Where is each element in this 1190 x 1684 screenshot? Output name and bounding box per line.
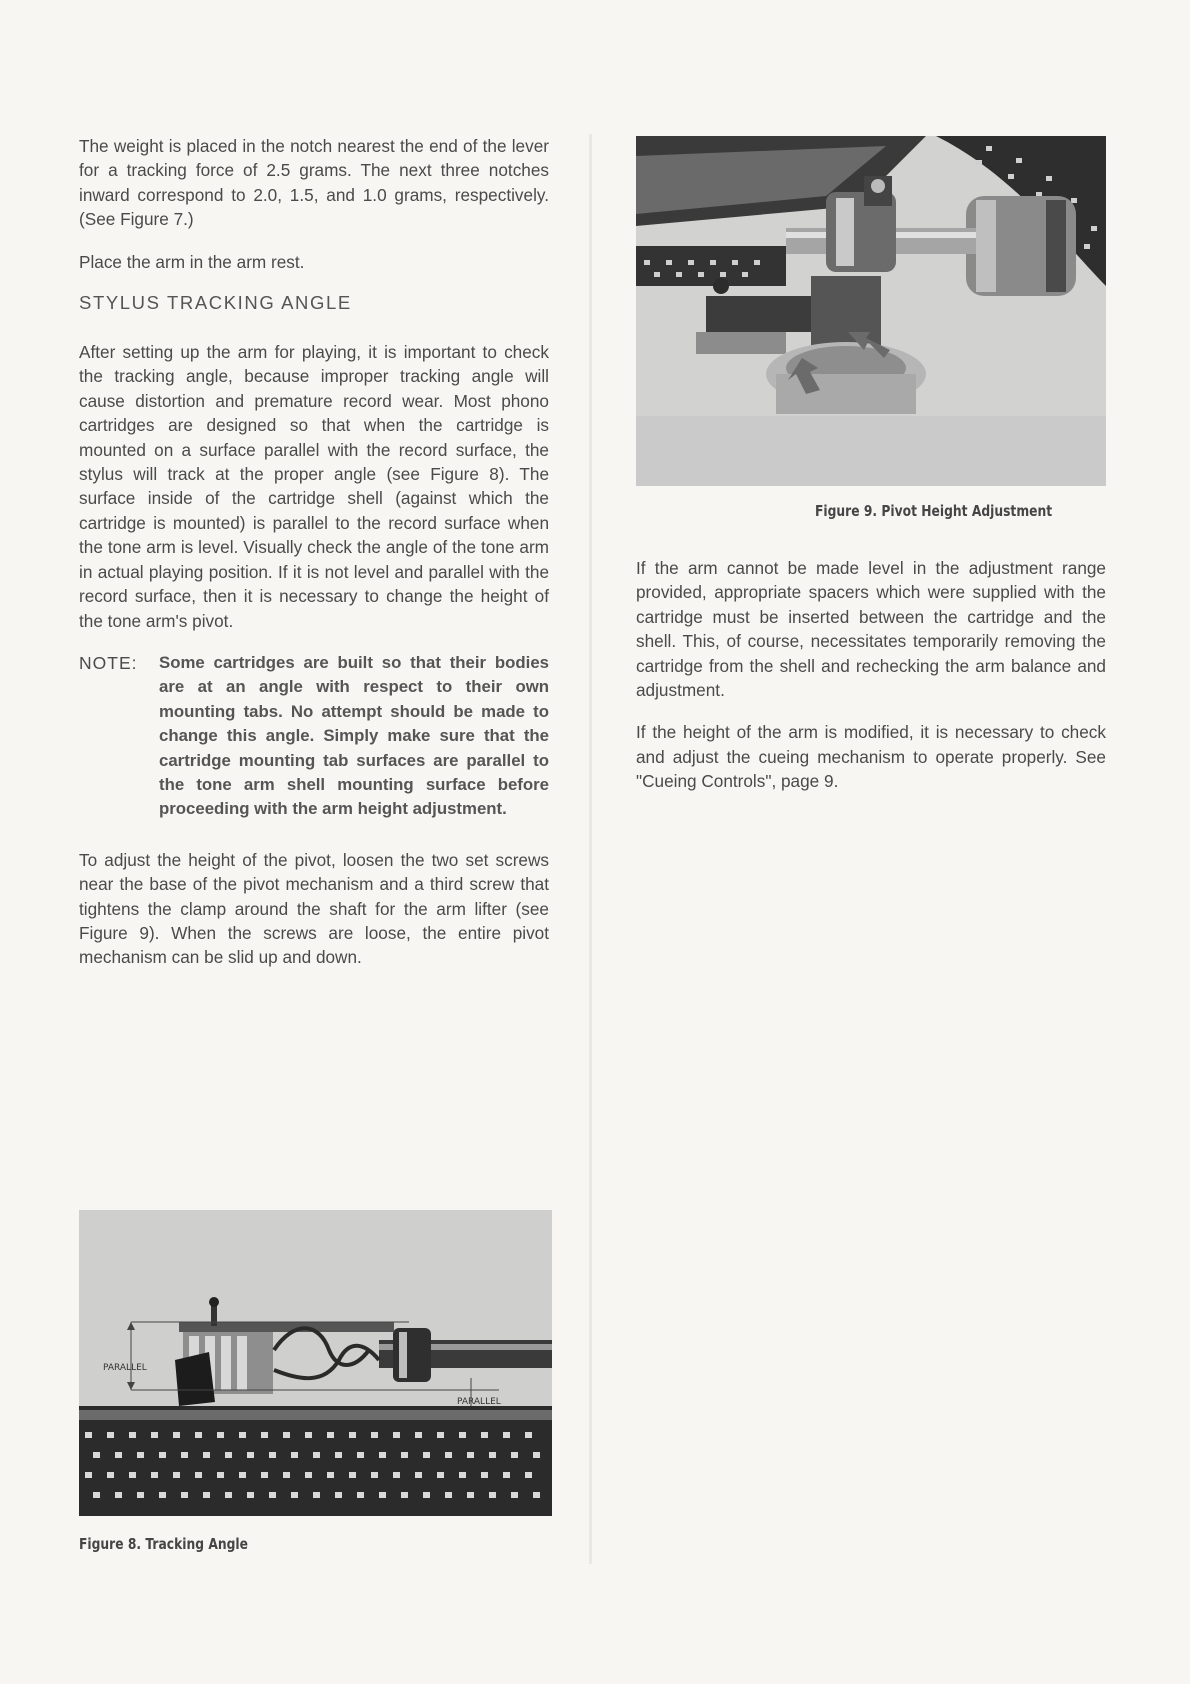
pivot-height-illustration [636, 136, 1106, 486]
note-text: Some cartridges are built so that their bodies are at an angle with respect to their own mounting tabs. No attempt should be made to change this angle. Simply make sure that the cartridge mounting tab surfaces are parallel to the tone arm shell mounting surface before proceeding with the arm height adjustment. [159, 652, 549, 819]
column-divider [589, 134, 592, 1564]
note-block [79, 651, 549, 822]
figure-9-photo [636, 136, 1106, 486]
right-column [636, 556, 1106, 812]
weight-notch-paragraph: The weight is placed in the notch nearest the end of the lever for a tracking force of 2.5 grams. The next three notches inward correspond to 2.0, 1.5, and 1.0 grams, respectively. (See Figure 7.) [79, 136, 549, 230]
section-heading: STYLUS TRACKING ANGLE [79, 292, 352, 314]
pivot-adjust-paragraph: To adjust the height of the pivot, loosen the two set screws near the base of the pivot mechanism and a third screw that tightens the clamp around the shaft for the arm lifter (see Figure 9). When the screws are loose, the entire pivot mechanism can be slid up and down. [79, 849, 549, 968]
figure-8-caption: Figure 8. Tracking Angle [79, 1535, 248, 1553]
figure-8-photo [79, 1210, 552, 1516]
parallel-label-left: PARALLEL [103, 1363, 147, 1373]
arm-rest-paragraph: Place the arm in the arm rest. [79, 251, 305, 272]
figure-9-caption: Figure 9. Pivot Height Adjustment [815, 502, 1053, 520]
note-label: NOTE: [79, 652, 138, 673]
parallel-label-right: PARALLEL [457, 1397, 501, 1407]
cueing-paragraph: If the height of the arm is modified, it is necessary to check and adjust the cueing mechanism to operate properly. See "Cueing Controls", page 9. [636, 722, 1106, 792]
spacers-paragraph: If the arm cannot be made level in the adjustment range provided, appropriate spacers which were supplied with the cartridge must be inserted between the cartridge and the shell. This, of course, necessitates temporarily removing the cartridge from the shell and rechecking the arm balance and adjustment. [636, 558, 1106, 701]
tracking-angle-paragraph: After setting up the arm for playing, it is important to check the tracking angle, because improper tracking angle will cause distortion and premature record wear. Most phono cartridges are designed so that when the cartridge is mounted on a surface parallel with the record surface, the stylus will track at the proper angle (see Figure 8). The surface inside of the cartridge shell (against which the cartridge is mounted) is parallel to the record surface when the tone arm is level. Visually check the angle of the tone arm in actual playing position. If it is not level and parallel with the record surface, then it is necessary to change the height of the tone arm's pivot. [79, 342, 549, 631]
tracking-angle-illustration [79, 1210, 552, 1516]
left-column [79, 134, 549, 988]
